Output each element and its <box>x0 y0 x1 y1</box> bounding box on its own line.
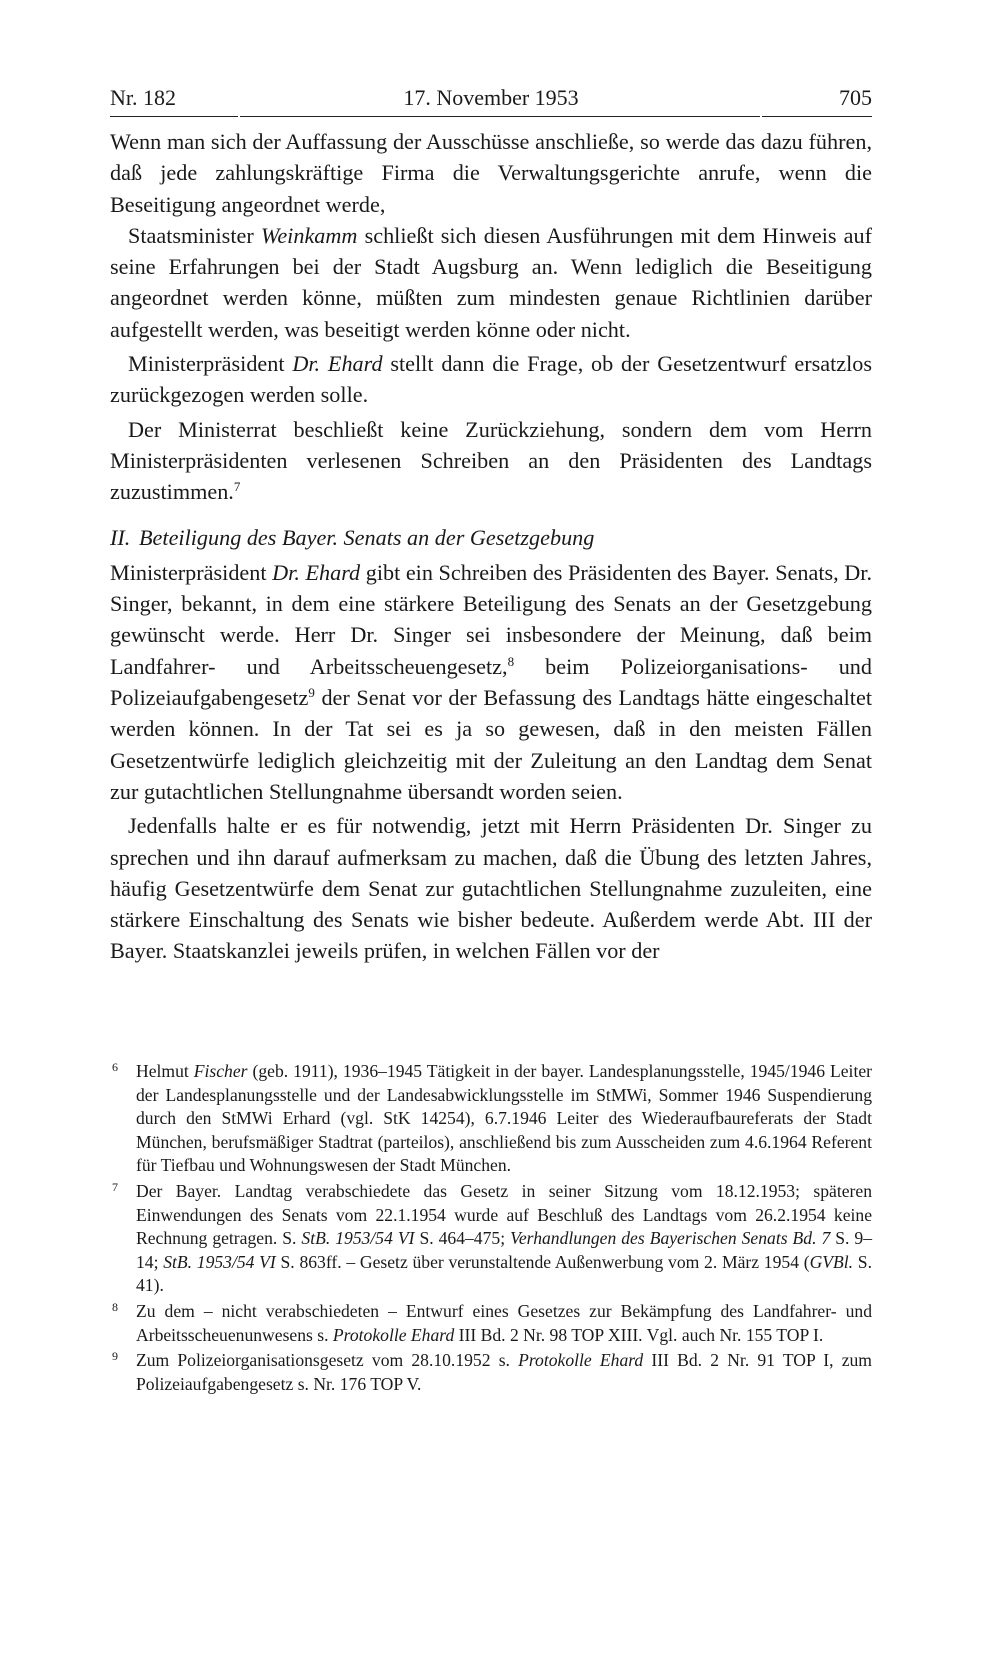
header-rule <box>110 116 872 117</box>
running-header <box>110 78 872 116</box>
header-rule-center <box>240 116 760 117</box>
section-heading <box>110 522 872 553</box>
footnote: 9 Zum Polizeiorganisationsgesetz vom 28.10.1952 s. Protokolle Ehard III Bd. 2 Nr. 91 TOP I, zum Polizeiaufgabengesetz s. Nr. 176 TOP V. <box>110 1349 872 1396</box>
section-number: II. <box>110 524 131 550</box>
footnote: 6 Helmut Fischer (geb. 1911), 1936–1945 Tätigkeit in der bayer. Landesplanungsstelle, 1945/1946 Leiter der Landesplanungsstelle und der Landesabwicklungsstelle im StMWi, Sommer 1946 Suspendierung durch den StMWi Erhard (vgl. StK 14254), 6.7.1946 Leiter des Wiederaufbaureferats der Stadt München, berufsmäßiger Stadtrat (parteilos), anschließend bis zum Ausscheiden zum 4.6.1964 Referent für Tiefbau und Wohnungswesen der Stadt München. <box>110 1060 872 1178</box>
page <box>110 78 872 967</box>
page-number: 705 <box>839 85 872 110</box>
person-name: Weinkamm <box>260 222 358 248</box>
footnotes <box>110 1060 872 1398</box>
footnote-ref[interactable]: 9 <box>308 685 315 701</box>
footnote-number: 8 <box>112 1299 118 1314</box>
footnote-ref[interactable]: 8 <box>507 653 515 669</box>
main-text <box>110 126 872 967</box>
footnote: 8 Zu dem – nicht verabschiedeten – Entwurf eines Gesetzes zur Bekämpfung des Landfahrer- und Arbeitsscheuenunwesens s. Protokolle Ehard III Bd. 2 Nr. 98 TOP XIII. Vgl. auch Nr. 155 TOP I. <box>110 1300 872 1347</box>
header-date: 17. November 1953 <box>403 85 579 110</box>
person-name: Dr. Ehard <box>272 559 361 585</box>
paragraph: Der Ministerrat beschließt keine Zurückziehung, sondern dem vom Herrn Ministerpräsidenten verlesenen Schreiben an den Präsidenten des Landtags zuzustimmen.$^7$ <box>110 416 872 505</box>
footnote-ref[interactable]: 7 <box>233 479 241 495</box>
paragraph: Ministerpräsident Dr. Ehard stellt dann die Frage, ob der Gesetzentwurf ersatzlos zurückgezogen werden solle. <box>110 351 873 408</box>
paragraph: Jedenfalls halte er es für notwendig, jetzt mit Herrn Präsidenten Dr. Singer zu sprechen und ihn darauf aufmerksam zu machen, daß die Übung des letzten Jahres, häufig Gesetzentwürfe dem Senat zur gutachtlichen Stellungnahme zuzuleiten, eine stärkere Einschaltung des Senats wie bisher bedeute. Außerdem werde Abt. III der Bayer. Staatskanzlei jeweils prüfen, in welchen Fällen vor der <box>110 813 872 964</box>
paragraph: Wenn man sich der Auffassung der Ausschüsse anschließe, so werde das dazu führen, daß jede zahlungskräftige Firma die Verwaltungsgerichte anrufe, wenn die Beseitigung angeordnet werde, <box>110 129 872 217</box>
section-title: Beteiligung des Bayer. Senats an der Gesetzgebung <box>139 524 595 550</box>
paragraph: Ministerpräsident Dr. Ehard gibt ein Schreiben des Präsidenten des Bayer. Senats, Dr. Singer, bekannt, in dem eine stärkere Beteiligung des Senats an der Gesetzgebung gewünscht werde. Herr Dr. Singer sei insbesondere der Meinung, daß beim Landfahrer- und Arbeitsscheuengesetz,$^8$ beim Polizeiorganisations- und Polizeiaufgabengesetz$^9$ der Senat vor der Befassung des Landtags hätte eingeschaltet werden können. In der Tat sei es ja so gewesen, daß in den meisten Fällen Gesetzentwürfe lediglich gleichzeitig mit der Zuleitung an den Landtag dem Senat zur gutachtlichen Stellungnahme übersandt worden seien. <box>110 559 873 804</box>
header-rule-left <box>110 116 238 117</box>
footnote-number: 9 <box>112 1349 118 1364</box>
paragraph: Staatsminister Weinkamm schließt sich diesen Ausführungen mit dem Hinweis auf seine Erfahrungen bei der Stadt Augsburg an. Wenn lediglich die Beseitigung angeordnet werden könne, müßten zum mindesten genaue Richtlinien darüber aufgestellt werden, was beseitigt werden könne oder nicht. <box>110 222 873 342</box>
document-number: Nr. 182 <box>110 85 176 110</box>
header-rule-right <box>762 116 872 117</box>
footnote: 7 Der Bayer. Landtag verabschiedete das Gesetz in seiner Sitzung vom 18.12.1953; späteren Einwendungen des Senats vom 22.1.1954 wurde auf Beschluß des Landtags vom 26.2.1954 keine Rechnung getragen. S. StB. 1953/54 VI S. 464–475; Verhandlungen des Bayerischen Senats Bd. 7 S. 9–14; StB. 1953/54 VI S. 863ff. – Gesetz über verunstaltende Außenwerbung vom 2. März 1954 (GVBl. S. 41). <box>110 1180 872 1298</box>
footnote-number: 6 <box>112 1060 118 1074</box>
footnote-number: 7 <box>112 1179 118 1194</box>
person-name: Dr. Ehard <box>292 351 383 377</box>
